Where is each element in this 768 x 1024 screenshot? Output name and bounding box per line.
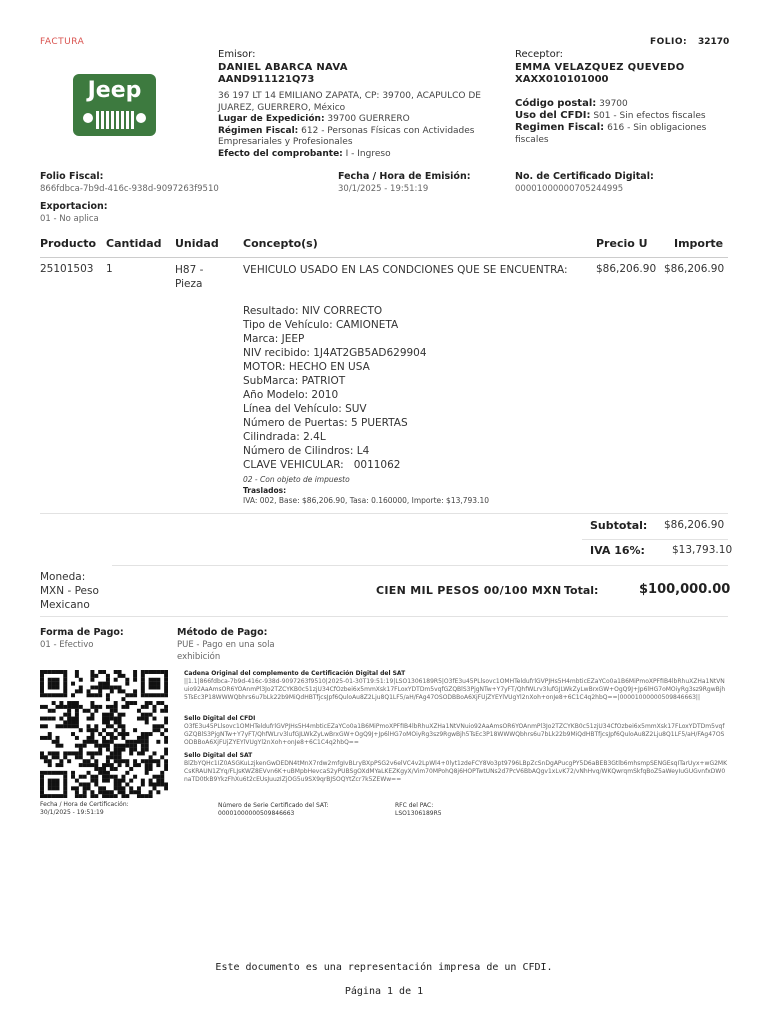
detail-line: Tipo de Vehículo: CAMIONETA: [243, 319, 399, 331]
detail-line: Línea del Vehículo: SUV: [243, 403, 367, 415]
col-importe: Importe: [674, 237, 724, 250]
metodo-pago-value-cont: exhibición: [177, 652, 221, 662]
exportacion-block: [40, 201, 108, 225]
footer-note: Este documento es una representación impresa de un CFDI.: [215, 962, 553, 973]
lugar-value: 39700 GUERRERO: [327, 114, 410, 124]
receptor-regimen-value: 616 - Sin obligaciones: [607, 123, 707, 133]
sello-cfdi-value: O3fE3u45PLlsovc1OMHTeldufrlGVPJHs5H4mbticEZaYCo0a1B6MiPmoXPFfIB4lbRhuXZHa1NtVNuio92AaAmsOR6YOAnmPl3Jo2TZCYKB0c51zjU34CfOzbei6x5mmXsk17FLoxYDTDm5vqfGZQBlS3PjgNTw+Y7yFT/QhfWLrv3lufGJLWkZyLwBrxGW+OgQ9J+Jp6lHG7oMOiyRg3sz9RgwBjh5TsEc3P18WWWQbhrs6u7bLk22b9MiQdHBTfjcsJpf6QuloAu8Z2Lju8Q1LF5/aH/FAg47OSODBBoA6XjFUjZYEYlVUgYl2nXoh+onJe8+6C1C4q2hbQ==: [184, 723, 725, 746]
fecha-emision-value: 30/1/2025 - 19:51:19: [338, 184, 429, 194]
page-number: Página 1 de 1: [344, 986, 424, 997]
row-unidad: [175, 263, 203, 291]
detail-line: Número de Cilindros: L4: [243, 445, 370, 457]
document-title: FACTURA: [40, 37, 85, 47]
header-divider: [40, 257, 728, 258]
metodo-pago-label: Método de Pago:: [177, 627, 268, 638]
moneda-block: [40, 570, 99, 612]
emisor-block: [218, 49, 348, 87]
forma-pago-block: [40, 627, 124, 651]
emisor-name: DANIEL ABARCA NAVA: [218, 61, 348, 73]
traslados-label: Traslados:: [243, 486, 287, 495]
uso-value: S01 - Sin efectos fiscales: [593, 111, 706, 121]
rfc-pac-block: [395, 802, 442, 818]
emisor-address-1: 36 197 LT 14 EMILIANO ZAPATA, CP: 39700, ACAPULCO DE: [218, 91, 481, 101]
iva-divider: [112, 565, 728, 566]
receptor-name: EMMA VELAZQUEZ QUEVEDO: [515, 61, 685, 73]
forma-pago-value: 01 - Efectivo: [40, 640, 94, 650]
receptor-label: Receptor:: [515, 49, 563, 60]
forma-pago-label: Forma de Pago:: [40, 627, 124, 638]
receptor-rfc: XAXX010101000: [515, 74, 609, 85]
row-concepto: VEHICULO USADO EN LAS CONDCIONES QUE SE ENCUENTRA:: [243, 264, 568, 276]
detail-line: CLAVE VEHICULAR: 0011062: [243, 459, 401, 471]
iva-value: $13,793.10: [672, 544, 733, 556]
receptor-regimen-cont: fiscales: [515, 135, 549, 145]
exportacion-label: Exportacion:: [40, 201, 108, 212]
efecto-value: I - Ingreso: [345, 148, 391, 159]
certificado-label: No. de Certificado Digital:: [515, 171, 654, 182]
detail-line: MOTOR: HECHO EN USA: [243, 361, 370, 373]
receptor-details: [515, 98, 725, 146]
cert-date-value: 30/1/2025 - 19:51:19: [40, 809, 104, 816]
exportacion-value: 01 - No aplica: [40, 214, 99, 224]
sello-sat-label: Sello Digital del SAT: [184, 752, 253, 759]
metodo-pago-block: [177, 627, 275, 663]
regimen-value-cont: Empresariales y Profesionales: [218, 137, 353, 147]
subtotal-label: Subtotal:: [590, 519, 648, 532]
row-importe: $86,206.90: [664, 263, 725, 275]
row-cantidad: 1: [106, 263, 113, 275]
serie-block: [218, 802, 329, 818]
col-concepto: Concepto(s): [243, 237, 318, 250]
subtotal-value: $86,206.90: [664, 519, 725, 531]
row-producto: 25101503: [40, 263, 94, 275]
folio-label: FOLIO:: [650, 37, 688, 47]
detail-line: NIV recibido: 1J4AT2GB5AD629904: [243, 347, 427, 359]
total-label: Total:: [564, 584, 599, 597]
regimen-value: 612 - Personas Físicas con Actividades: [301, 125, 475, 136]
iva-label: IVA 16%:: [590, 544, 645, 557]
rfc-pac-label: RFC del PAC:: [395, 802, 434, 809]
detail-line: Número de Puertas: 5 PUERTAS: [243, 417, 408, 429]
regimen-label: Régimen Fiscal:: [218, 125, 299, 136]
certificado-block: [515, 171, 654, 195]
col-unidad: Unidad: [175, 237, 219, 250]
total-letra: CIEN MIL PESOS 00/100 MXN: [376, 584, 562, 597]
row-unidad-name: Pieza: [175, 278, 203, 290]
sello-sat-value: BlZbYQHc1IZ0ASGKuLzjkenGwDEDN4tMnX7rdw2mfgIvBLryBXpPSG2v6elVC4v2LpWl4+0lyt1zdeFCY8Vo3pt9796LBpZcSnDgAPucgPY5D6aBEB3Gtlb6mhsmpSENGEsqITarUyx+wG2MKCsKRAUN1ZYq/FLJsKWZ8EVvn6K+uBMpbHevcaS2yPUBSgOXdMYaLKEZKgyX/Vim70MPohQ8j6HOPTwtUNs2d7PcV6BbAQgv1xLvK72/vNhHvq/WKQwrqmSkfqBoZ5aWeyIuGUGvnfxDW0naTD0tkB9YkzFhXu6t2cEUsJuuzIZjOG5u9SX9qrBJSOQYtZcr7k5ZEWw==: [184, 760, 728, 783]
moneda-label: Moneda:: [40, 571, 86, 583]
metodo-pago-value: PUE - Pago en una sola: [177, 640, 275, 650]
folio-value: 32170: [698, 37, 730, 47]
qr-code: [40, 670, 168, 798]
totals-divider: [40, 616, 728, 617]
folio-fiscal-value: 866fdbca-7b9d-416c-938d-9097263f9510: [40, 184, 219, 194]
receptor-block: [515, 49, 685, 87]
detail-line: Marca: JEEP: [243, 333, 305, 345]
lugar-label: Lugar de Expedición:: [218, 114, 325, 124]
emisor-rfc: AAND911121Q73: [218, 74, 315, 85]
folio-fiscal-block: [40, 171, 219, 195]
cp-value: 39700: [599, 99, 628, 109]
detail-line: Cilindrada: 2.4L: [243, 431, 326, 443]
cert-date-label: Fecha / Hora de Certificación:: [40, 801, 129, 808]
total-value: $100,000.00: [639, 582, 731, 597]
emisor-details: [218, 91, 493, 160]
sat-seals: [184, 670, 728, 784]
detail-line: SubMarca: PATRIOT: [243, 375, 346, 387]
cadena-label: Cadena Original del complemento de Certificación Digital del SAT: [184, 670, 406, 677]
serie-label: Número de Serie Certificado del SAT:: [218, 802, 329, 809]
certificado-value: 00001000000705244995: [515, 184, 624, 194]
cadena-value: ||1.1|866fdbca-7b9d-416c-938d-9097263f9510|2025-01-30T19:51:19|LSO1306189R5|O3fE3u45PLlsovc1OMHTeldufrlGVPJHs5H4mbticEZaYCo0a1B6MiPmoXPFfIB4lbRhuXZHa1NtVNuio92AaAmsOR6YOAnmPl3Jo2TZCYKB0c51zjU34CfOzbei6x5mmXsk17FLoxYDTDm5vqfGZQBlS3PjgNTw+Y7yFT/QhfWLrv3lufGJLWkZyLwBrxGW+OgQ9J+Jp6lHG7oMOiyRg3sz9RgwBjh5TsEc3P18WWWQbhrs6u7bLk22b9MiQdHBTfjcsJpf6QuloAu8Z2Lju8Q1LF5/aH/FAg47OSODBBoA6XjFUjZYEYlVUgYl2nXoh+onJe8+6C1C4q2hbQ==|00001000000509846663||: [184, 678, 726, 701]
moneda-value: MXN - Peso: [40, 585, 99, 597]
fecha-emision-label: Fecha / Hora de Emisión:: [338, 171, 471, 182]
row-precio: $86,206.90: [596, 263, 657, 275]
col-precio: Precio U: [596, 237, 648, 250]
grille-icon: [81, 108, 148, 132]
receptor-regimen-label: Regimen Fiscal:: [515, 122, 605, 133]
objeto-impuesto: 02 - Con objeto de impuesto: [243, 475, 350, 484]
cp-label: Código postal:: [515, 98, 597, 109]
efecto-label: Efecto del comprobante:: [218, 148, 343, 159]
uso-label: Uso del CFDI:: [515, 110, 591, 121]
emisor-label: Emisor:: [218, 49, 256, 60]
jeep-logo: [73, 74, 156, 136]
subtotal-divider: [582, 539, 728, 540]
col-cantidad: Cantidad: [106, 237, 162, 250]
fecha-emision-block: [338, 171, 471, 195]
moneda-value-cont: Mexicano: [40, 599, 90, 611]
cert-date-block: [40, 801, 129, 817]
sello-cfdi-label: Sello Digital del CFDI: [184, 715, 256, 722]
emisor-address-2: JUAREZ, GUERRERO, México: [218, 102, 346, 113]
traslados-value: IVA: 002, Base: $86,206.90, Tasa: 0.160000, Importe: $13,793.10: [243, 496, 490, 505]
rfc-pac-value: LSO1306189R5: [395, 810, 442, 817]
vehicle-details: [243, 304, 489, 505]
row-unidad-code: H87 -: [175, 264, 204, 276]
col-producto: Producto: [40, 237, 97, 250]
serie-value: 00001000000509846663: [218, 810, 295, 817]
folio-fiscal-label: Folio Fiscal:: [40, 171, 104, 182]
logo-text: Jeep: [87, 78, 142, 103]
detail-line: Resultado: NIV CORRECTO: [243, 305, 383, 317]
row-divider: [40, 513, 728, 514]
detail-line: Año Modelo: 2010: [243, 389, 339, 401]
